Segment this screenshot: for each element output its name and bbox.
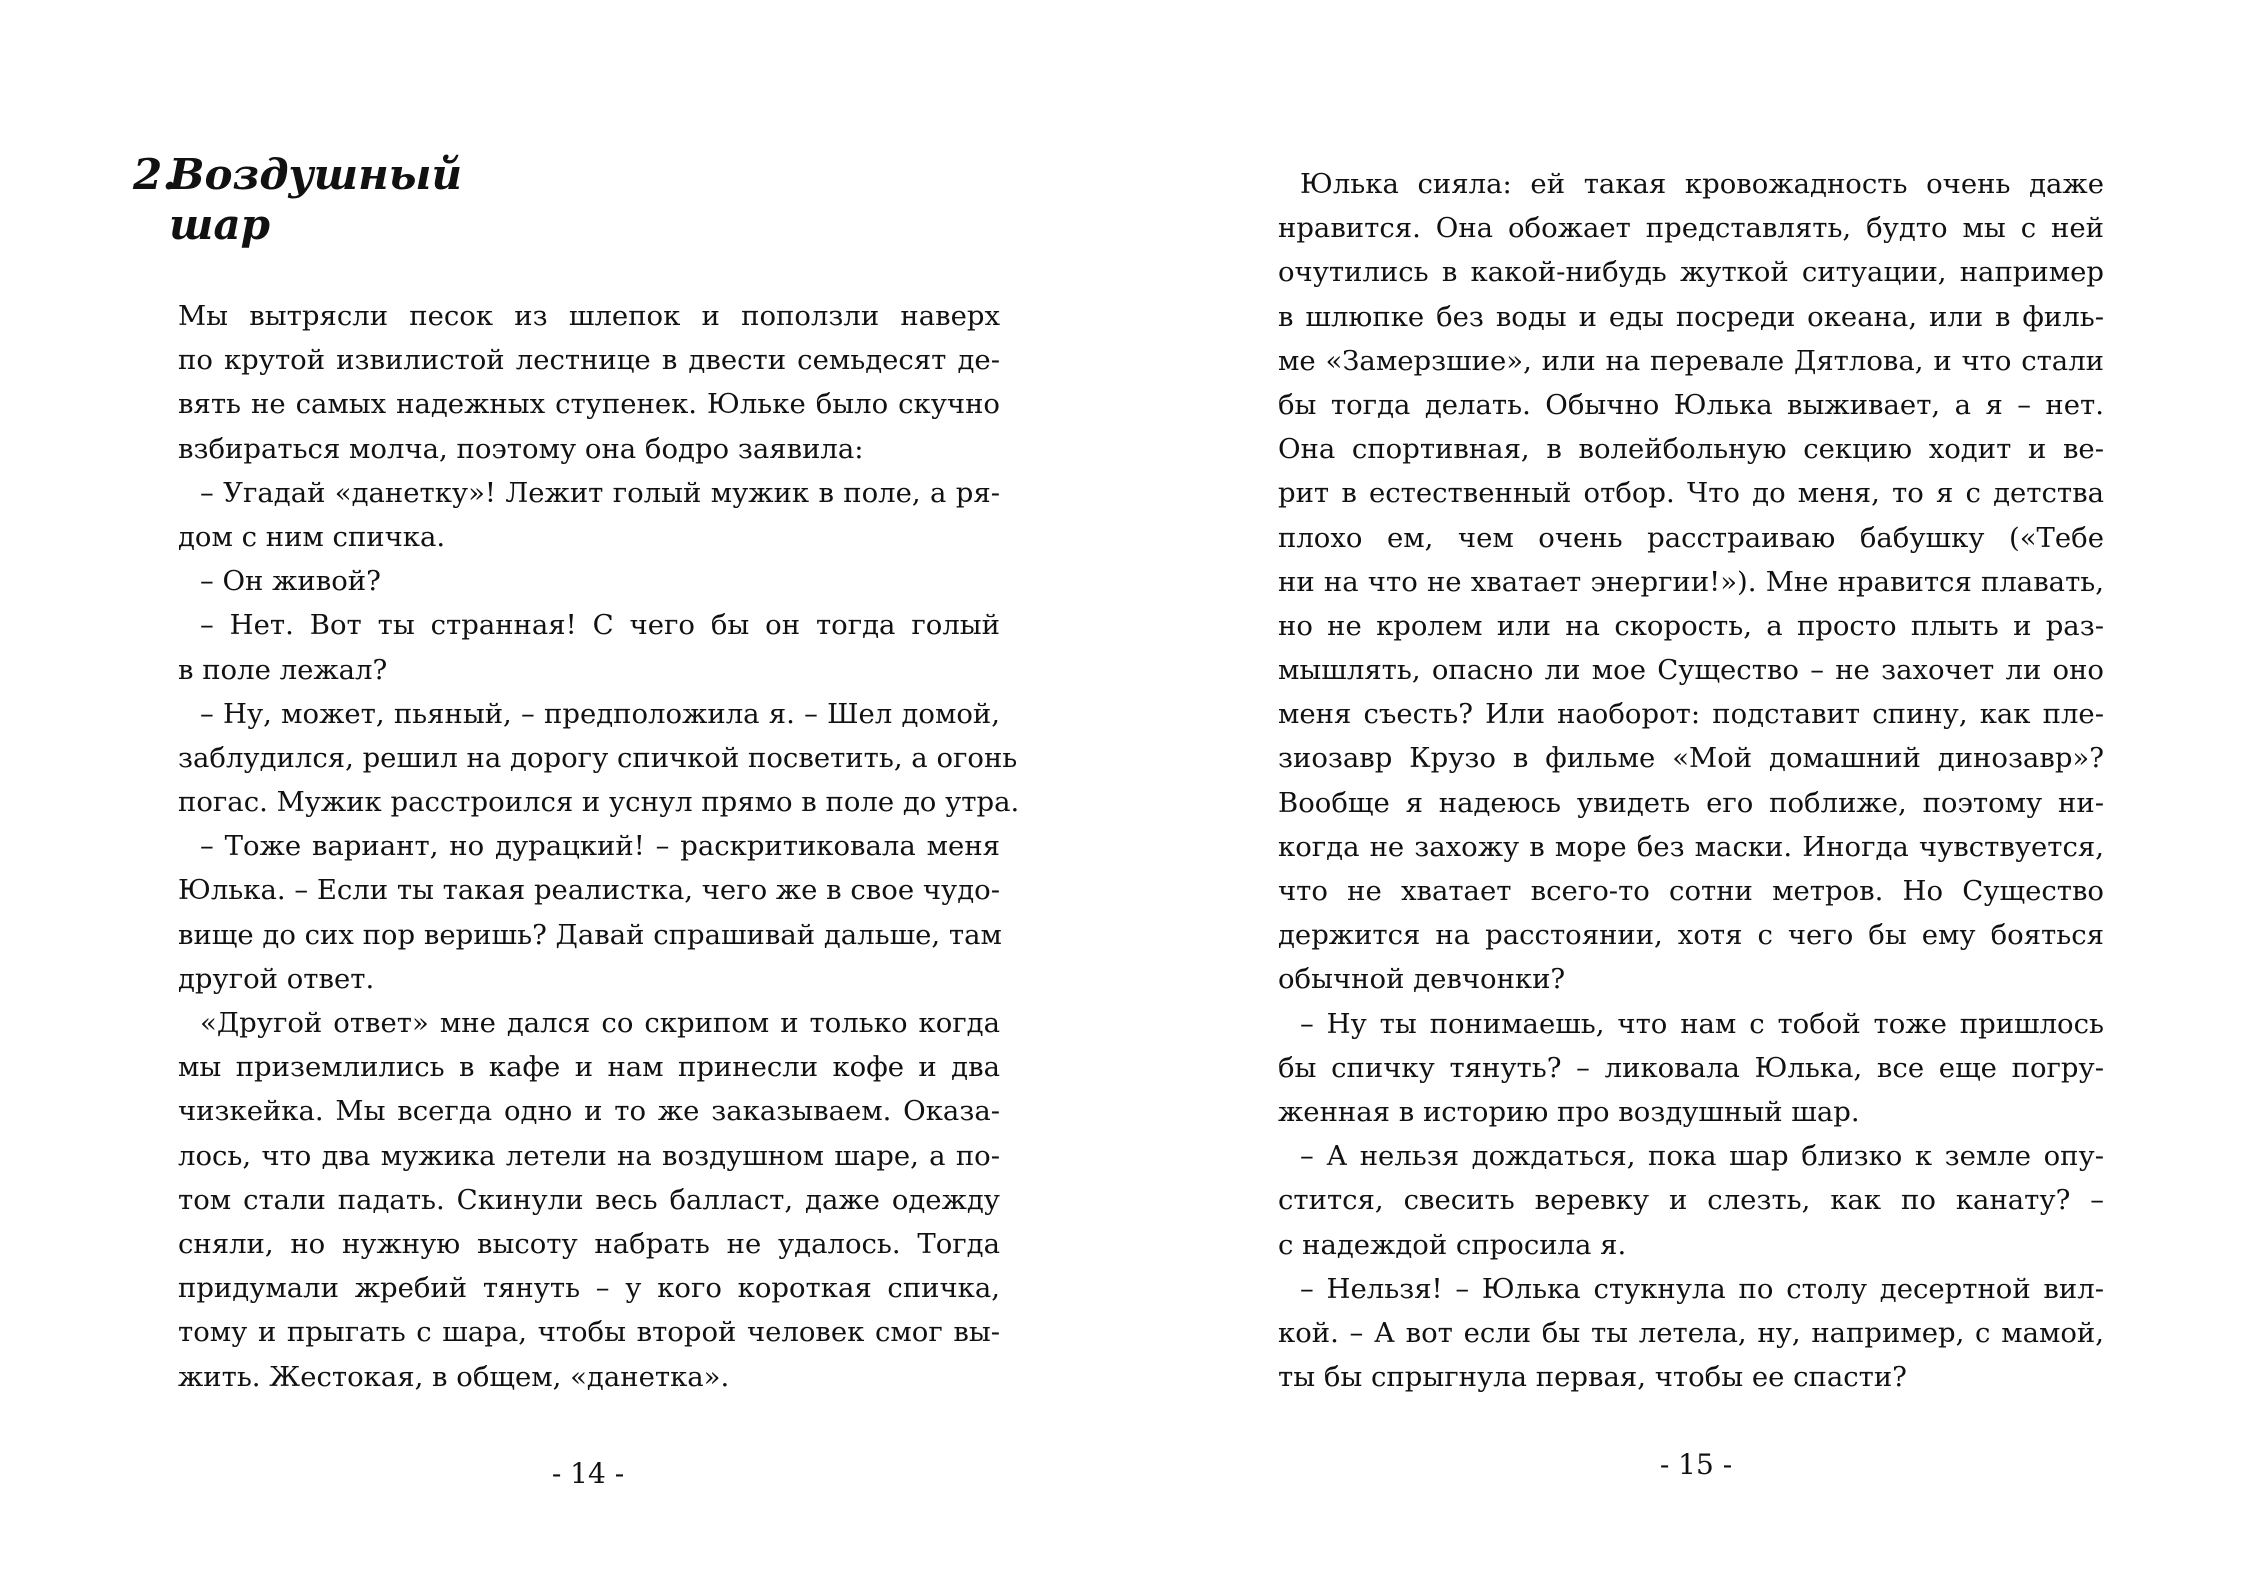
text-line: Вообще я надеюсь увидеть его поближе, поэтому ни- bbox=[1278, 786, 2104, 819]
text-line: погас. Мужик расстроился и уснул прямо в поле до утра. bbox=[178, 786, 1020, 819]
text-line: тому и прыгать с шара, чтобы второй человек смог вы- bbox=[178, 1316, 1000, 1349]
text-line: нравится. Она обожает представлять, будто мы с ней bbox=[1278, 212, 2104, 245]
text-line: – Он живой? bbox=[200, 565, 381, 598]
chapter-title-line1: Воздушный bbox=[169, 150, 462, 199]
text-line: взбираться молча, поэтому она бодро заявила: bbox=[178, 432, 864, 465]
text-line: – Нет. Вот ты странная! С чего бы он тогда голый bbox=[200, 609, 1000, 642]
text-line: вище до сих пор веришь? Давай спрашивай дальше, там bbox=[178, 918, 1002, 951]
text-line: мышлять, опасно ли мое Существо – не захочет ли оно bbox=[1278, 654, 2104, 687]
text-line: – Угадай «данетку»! Лежит голый мужик в поле, а ря- bbox=[200, 476, 1000, 509]
text-line: очутились в какой-нибудь жуткой ситуации, например bbox=[1278, 256, 2104, 289]
chapter-title-line2: шар bbox=[169, 200, 271, 249]
text-line: лось, что два мужика летели на воздушном шаре, а по- bbox=[178, 1139, 1000, 1172]
text-line: что не хватает всего-то сотни метров. Но Существо bbox=[1278, 875, 2104, 907]
text-line: ме «Замерзшие», или на перевале Дятлова, и что стали bbox=[1278, 344, 2104, 377]
text-line: Она спортивная, в волейбольную секцию ходит и ве- bbox=[1278, 433, 2104, 466]
text-line: но не кролем или на скорость, а просто плыть и раз- bbox=[1278, 609, 2104, 642]
text-line: в шлюпке без воды и еды посреди океана, или в филь- bbox=[1278, 300, 2104, 333]
left-body-text bbox=[178, 294, 1020, 1399]
text-line: по крутой извилистой лестнице в двести семьдесят де- bbox=[178, 344, 1000, 377]
left-page bbox=[0, 0, 1127, 1588]
text-line: вять не самых надежных ступенек. Юльке было скучно bbox=[178, 388, 1000, 421]
text-line: заблудился, решил на дорогу спичкой посветить, а огонь bbox=[178, 741, 1018, 774]
text-line: жить. Жестокая, в общем, «данетка». bbox=[178, 1360, 730, 1393]
text-line: плохо ем, чем очень расстраиваю бабушку («Тебе bbox=[1278, 521, 2104, 554]
text-line: в поле лежал? bbox=[178, 653, 388, 686]
text-line: бы тогда делать. Обычно Юлька выживает, а я – нет. bbox=[1278, 388, 2104, 421]
text-line: придумали жребий тянуть – у кого короткая спичка, bbox=[178, 1272, 1000, 1305]
text-line: стится, свесить веревку и слезть, как по канату? – bbox=[1278, 1184, 2104, 1217]
text-line: Юлька сияла: ей такая кровожадность очень даже bbox=[1300, 168, 2104, 200]
text-line: мы приземлились в кафе и нам принесли кофе и два bbox=[178, 1051, 1000, 1084]
text-line: том стали падать. Скинули весь балласт, даже одежду bbox=[178, 1183, 1000, 1216]
text-line: – А нельзя дождаться, пока шар близко к земле опу- bbox=[1300, 1140, 2104, 1173]
text-line: – Ну, может, пьяный, – предположила я. – Шел домой, bbox=[200, 697, 1000, 730]
text-line: держится на расстоянии, хотя с чего бы ему бояться bbox=[1278, 919, 2104, 952]
right-page bbox=[1127, 0, 2255, 1588]
right-body-text bbox=[1278, 162, 2104, 1399]
text-line: обычной девчонки? bbox=[1278, 963, 1566, 996]
text-line: ни на что не хватает энергии!»). Мне нравится плавать, bbox=[1278, 565, 2104, 598]
text-line: Мы вытрясли песок из шлепок и поползли наверх bbox=[178, 300, 1000, 332]
text-line: ты бы спрыгнула первая, чтобы ее спасти? bbox=[1278, 1361, 1907, 1394]
text-line: – Нельзя! – Юлька стукнула по столу десертной вил- bbox=[1300, 1272, 2104, 1305]
page-number-left: - 14 - bbox=[551, 1457, 625, 1490]
text-line: сняли, но нужную высоту набрать не удалось. Тогда bbox=[178, 1227, 1000, 1260]
text-line: меня съесть? Или наоборот: подставит спину, как пле- bbox=[1278, 698, 2104, 731]
text-line: – Тоже вариант, но дурацкий! – раскритиковала меня bbox=[200, 830, 1000, 863]
text-line: рит в естественный отбор. Что до меня, то я с детства bbox=[1278, 477, 2104, 510]
chapter-heading bbox=[133, 150, 462, 250]
chapter-number: 2. bbox=[133, 150, 177, 199]
text-line: другой ответ. bbox=[178, 962, 375, 995]
text-line: дом с ним спичка. bbox=[178, 520, 446, 553]
text-line: с надеждой спросила я. bbox=[1278, 1228, 1627, 1261]
text-line: «Другой ответ» мне дался со скрипом и только когда bbox=[200, 1007, 1000, 1039]
text-line: – Ну ты понимаешь, что нам с тобой тоже пришлось bbox=[1300, 1007, 2104, 1040]
text-line: женная в историю про воздушный шар. bbox=[1278, 1095, 1860, 1128]
page-number-right: - 15 - bbox=[1659, 1448, 1733, 1481]
text-line: когда не захожу в море без маски. Иногда чувствуется, bbox=[1278, 830, 2104, 863]
text-line: зиозавр Крузо в фильме «Мой домашний динозавр»? bbox=[1278, 742, 2104, 775]
text-line: бы спичку тянуть? – ликовала Юлька, все еще погру- bbox=[1278, 1051, 2104, 1084]
text-line: чизкейка. Мы всегда одно и то же заказываем. Оказа- bbox=[178, 1095, 1000, 1128]
text-line: кой. – А вот если бы ты летела, ну, например, с мамой, bbox=[1278, 1316, 2104, 1349]
text-line: Юлька. – Если ты такая реалистка, чего же в свое чудо- bbox=[178, 874, 1001, 907]
